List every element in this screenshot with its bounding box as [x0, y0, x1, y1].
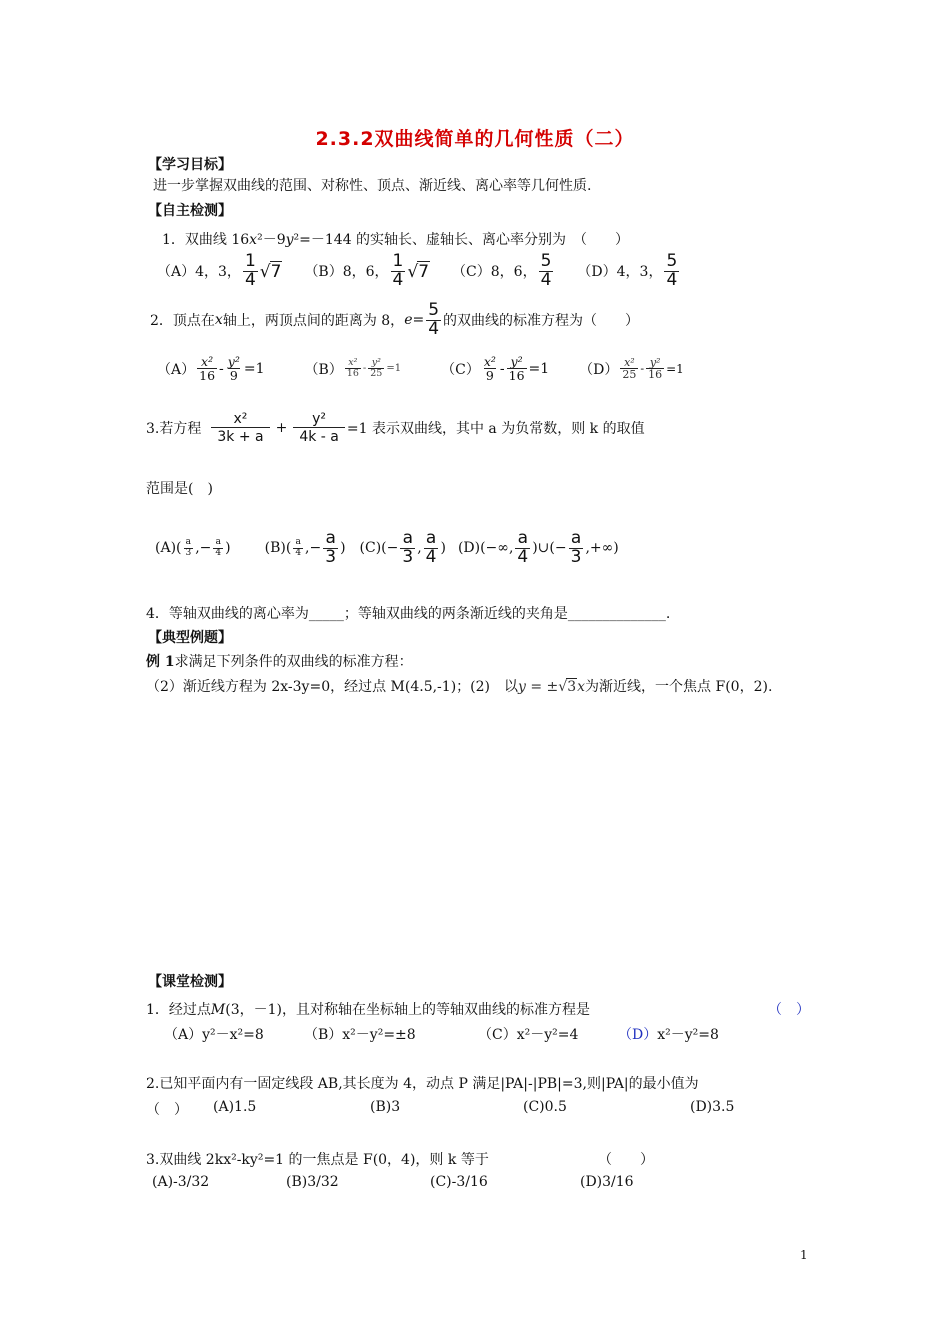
q1-c-fraction: $\frac{5}{4}$ [540, 251, 552, 290]
cc-q1-option-d: （D）x²－y²=8 [618, 1027, 719, 1043]
q1-option-c: （C）8，6， [452, 264, 537, 281]
q2-options: （A） $\frac{\text{x²}}{16}$ - $\frac{\text{y²}}{9}$ =1 （B） $\frac{\text{x²}}{16}$ - $\frac{\text{y²}}{25}$ =1 （C） $\frac{\text{x²}}{9}$ - $\frac{\text{y²}}{16}$ =1 （D） $\frac{\text{x²}}{25}$ - $\frac{\text{y²}}{16}$ =1 [157, 354, 684, 384]
q1-option-b: （B）8，6， [304, 264, 389, 281]
q3-options: (A)( $\frac{a}{3}$ ,− $\frac{a}{4}$ ) (B)( $\frac{a}{4}$ ,− $\frac{a}{3}$ ) (C)(− $\frac{a}{3}$ , $\frac{a}{4}$ ) (D)(−∞, $\frac{a}{4}$ )∪(− $\frac{a}{3}$ ,+∞) [155, 528, 619, 567]
example-1: 例 1求满足下列条件的双曲线的标准方程： [146, 654, 413, 670]
cc-q1-option-a: （A）y²－x²=8 [164, 1027, 264, 1043]
q1-d-fraction: $\frac{5}{4}$ [666, 251, 678, 290]
page-number: 1 [800, 1248, 808, 1262]
q3-option-a: (A)( [155, 540, 182, 557]
self-check-heading: 【自主检测】 [148, 203, 232, 219]
cc-q3-option-b: (B)3/32 [286, 1174, 339, 1190]
q1-stem: 1．双曲线 16x²－9y²=－144 的实轴长、虚轴长、离心率分别为 （ ） [162, 232, 630, 248]
q2-option-c: （C） [441, 361, 480, 378]
q2-option-d: （D） [579, 361, 619, 378]
cc-q1-answer-paren: （ ） [768, 1002, 810, 1018]
cc-q2-stem: 2.已知平面内有一固定线段 AB,其长度为 4，动点 P 满足|PA|-|PB|=3,则|PA|的最小值为 [146, 1076, 699, 1092]
cc-q2-option-a: (A)1.5 [213, 1099, 257, 1115]
cc-q1-option-b: （B）x²－y²=±8 [304, 1027, 416, 1043]
cc-q3-option-a: (A)-3/32 [152, 1174, 210, 1190]
q1-options: （A）4，3， $\frac{1}{4}$ √7 （B）8，6， $\frac{1}{4}$ √7 （C）8，6， $\frac{5}{4}$ （D）4，3， $\frac{5}{4}$ [157, 251, 678, 290]
q1-a-fraction: $\frac{1}{4}$ [244, 251, 256, 290]
cc-q1-option-c: （C）x²－y²=4 [478, 1027, 579, 1043]
q2-stem: 2．顶点在 x 轴上，两顶点间的距离为 8， e = $\frac{5}{4}$ 的双曲线的标准方程为（ ） [150, 300, 640, 339]
cc-q2-paren: （ ） [146, 1102, 188, 1118]
example-1-line2: （2）渐近线方程为 2x-3y=0，经过点 M(4.5,-1)；(2) 以y = ±√3x为渐近线，一个焦点 F(0，2). [146, 679, 773, 695]
q4-text: 4．等轴双曲线的离心率为_____；等轴双曲线的两条渐近线的夹角是______________. [146, 606, 671, 622]
cc-q2-option-c: (C)0.5 [523, 1099, 567, 1115]
goals-heading: 【学习目标】 [148, 157, 232, 173]
cc-q3-stem: 3.双曲线 2kx²-ky²=1 的一焦点是 F(0，4)，则 k 等于 [146, 1152, 489, 1168]
cc-q1-stem: 1．经过点M(3，－1)，且对称轴在坐标轴上的等轴双曲线的标准方程是 [146, 1002, 591, 1018]
cc-q2-option-d: (D)3.5 [690, 1099, 735, 1115]
q1-option-d: （D）4，3， [577, 264, 663, 281]
class-check-heading: 【课堂检测】 [148, 974, 232, 990]
q2-option-a: （A） [157, 361, 196, 378]
cc-q2-option-b: (B)3 [370, 1099, 401, 1115]
cc-q3-option-c: (C)-3/16 [430, 1174, 488, 1190]
page-title: 2.3.2双曲线简单的几何性质（二） [315, 128, 635, 150]
q3-option-c: (C)(− [359, 540, 399, 557]
q3-stem: 3.若方程 $\frac{\text{x²}}{3k + a}$ + $\frac{\text{y²}}{4k - a}$ =1 表示双曲线，其中 a 为负常数，则 k 的取值 [146, 411, 645, 445]
q1-option-a: （A）4，3， [157, 264, 241, 281]
cc-q3-paren: （ ） [598, 1152, 654, 1168]
q2-option-b: （B） [304, 361, 343, 378]
q3-range-line: 范围是( ) [146, 481, 213, 497]
q3-option-d: (D)(−∞, [457, 540, 514, 557]
goals-text: 进一步掌握双曲线的范围、对称性、顶点、渐近线、离心率等几何性质. [153, 178, 592, 194]
q3-option-b: (B)( [264, 540, 292, 557]
cc-q3-option-d: (D)3/16 [580, 1174, 634, 1190]
q1-b-fraction: $\frac{1}{4}$ [392, 251, 404, 290]
examples-heading: 【典型例题】 [148, 630, 232, 646]
q2-e-fraction: $\frac{5}{4}$ [428, 300, 440, 339]
